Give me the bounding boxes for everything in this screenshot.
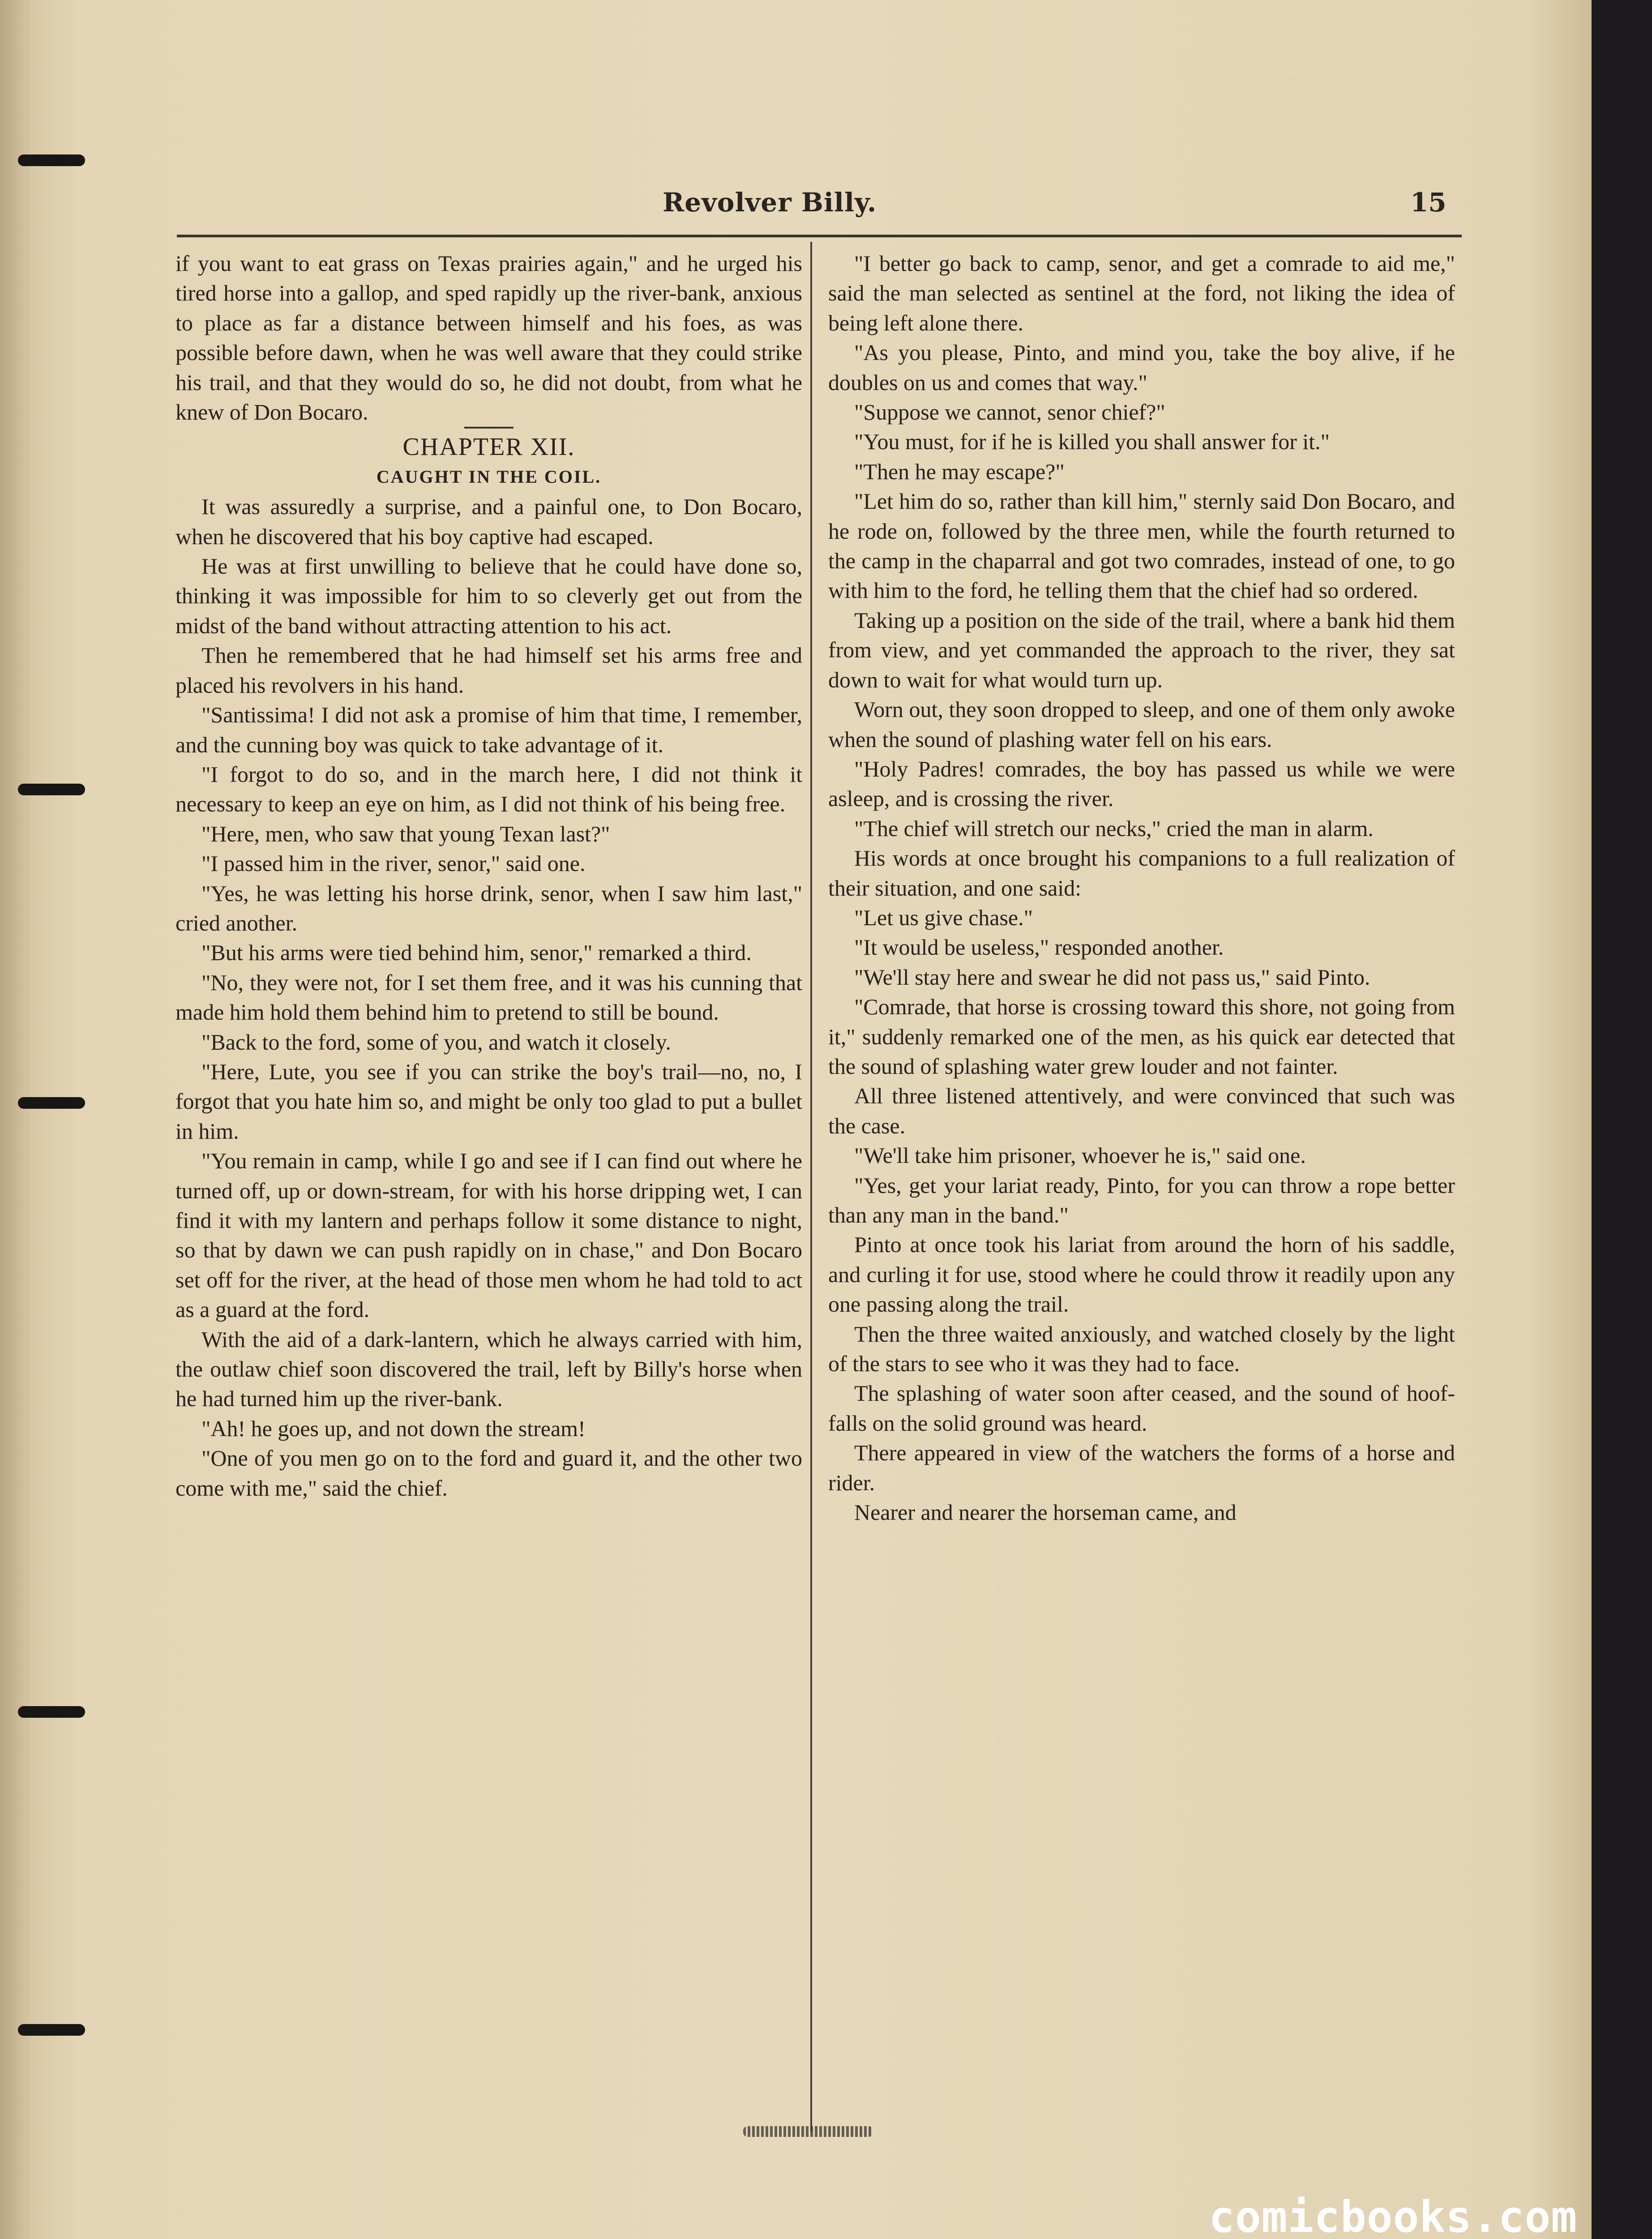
paragraph: if you want to eat grass on Texas prairies again," and he urged his tired horse into a gallop, and sped rapidly up the river-bank, anxious to place as far a distance between himself and his foes, as was possible before dawn, when he was well aware that they could strike his trail, and that they would do so, he did not doubt, from what he knew of Don Bocaro. [175, 251, 802, 425]
binding-stitch [18, 154, 85, 166]
paragraph: "I passed him in the river, senor," said one. [201, 851, 586, 876]
paragraph: "Suppose we cannot, senor chief?" [854, 399, 1165, 425]
paragraph: "You remain in camp, while I go and see if I can find out where he turned off, up or down-stream, for with his horse dripping wet, I can find it with my lantern and perhaps follow it some distance to night, so that by dawn we can push rapidly on in chase," and Don Bocaro set off for the river, at the head of those men whom he had told to act as a guard at the ford. [175, 1148, 802, 1322]
paragraph: His words at once brought his companions to a full realization of their situation, and one said: [828, 845, 1455, 901]
paragraph: Taking up a position on the side of the trail, where a bank hid them from view, and yet commanded the approach to the river, they sat down to wait for what would turn up. [828, 607, 1455, 692]
binding-stitch [18, 1706, 85, 1718]
paragraph: "Then he may escape?" [854, 459, 1065, 484]
background-edge [1592, 0, 1652, 2239]
paragraph: "No, they were not, for I set them free, and it was his cunning that made him hold them behind him to pretend to still be bound. [175, 969, 802, 1025]
paragraph: "One of you men go on to the ford and guard it, and the other two come with me," said the chief. [175, 1445, 802, 1501]
paragraph: "Yes, get your lariat ready, Pinto, for you can throw a rope better than any man in the band." [828, 1172, 1455, 1227]
watermark-text: comicbooks.com [1209, 2192, 1578, 2239]
paragraph: "I better go back to camp, senor, and get a comrade to aid me," said the man selected as sentinel at the ford, not liking the idea of being left alone there. [828, 251, 1455, 335]
left-column [175, 249, 802, 2129]
paragraph: Nearer and nearer the horseman came, and [854, 1500, 1237, 1525]
paragraph: "Yes, he was letting his horse drink, senor, when I saw him last," cried another. [175, 880, 802, 935]
paragraph: "Let us give chase." [854, 905, 1033, 930]
paragraph: Then he remembered that he had himself set his arms free and placed his revolvers in his hand. [175, 643, 802, 698]
header-rule [177, 235, 1462, 237]
paragraph: With the aid of a dark-lantern, which he always carried with him, the outlaw chief soon discovered the trail, left by Billy's horse when he had turned him up the river-bank. [175, 1326, 802, 1411]
paragraph: The splashing of water soon after ceased, and the sound of hoof-falls on the solid ground was heard. [828, 1381, 1455, 1436]
page-number: 15 [1410, 187, 1447, 218]
paragraph: "Back to the ford, some of you, and watch it closely. [201, 1029, 671, 1055]
paragraph: It was assuredly a surprise, and a painful one, to Don Bocaro, when he discovered that his boy captive had escaped. [175, 494, 802, 549]
paragraph: "It would be useless," responded another. [854, 935, 1224, 960]
footer-ornament [743, 2126, 873, 2137]
paragraph: "Ah! he goes up, and not down the stream! [201, 1415, 586, 1441]
paragraph: "The chief will stretch our necks," cried the man in alarm. [854, 815, 1374, 841]
paragraph: "Comrade, that horse is crossing toward this shore, not going from it," suddenly remarked one of the men, as his quick ear detected that the sound of splashing water grew louder and not fainter. [828, 994, 1455, 1079]
paragraph: "You must, for if he is killed you shall answer for it." [854, 429, 1330, 455]
running-title: Revolver Billy. [663, 187, 877, 218]
chapter-subtitle: CAUGHT IN THE COIL. [376, 466, 602, 487]
paragraph: Pinto at once took his lariat from around the horn of his saddle, and curling it for use, stood where he could throw it readily upon any one passing along the trail. [828, 1232, 1455, 1317]
chapter-title: CHAPTER XII. [402, 433, 575, 461]
paragraph: "Holy Padres! comrades, the boy has passed us while we were asleep, and is crossing the river. [828, 756, 1455, 811]
paragraph: "Santissima! I did not ask a promise of him that time, I remember, and the cunning boy was quick to take advantage of it. [175, 702, 802, 757]
paragraph: "Here, men, who saw that young Texan last?" [201, 821, 610, 846]
paragraph: "We'll take him prisoner, whoever he is," said one. [854, 1143, 1306, 1168]
paragraph: "But his arms were tied behind him, senor," remarked a third. [201, 940, 752, 965]
paragraph: All three listened attentively, and were convinced that such was the case. [828, 1083, 1455, 1138]
paragraph: "Let him do so, rather than kill him," sternly said Don Bocaro, and he rode on, followed by the three men, while the fourth returned to the camp in the chaparral and got two comrades, instead of one, to go with him to the ford, he telling them that the chief had so ordered. [828, 489, 1455, 603]
binding-stitch [18, 2024, 85, 2036]
column-divider [810, 242, 812, 2132]
binding-stitch [18, 784, 85, 795]
paragraph: Then the three waited anxiously, and watched closely by the light of the stars to see who it was they had to face. [828, 1321, 1455, 1377]
right-column [828, 249, 1455, 2129]
chapter-rule [464, 427, 514, 429]
paragraph: "We'll stay here and swear he did not pass us," said Pinto. [854, 964, 1370, 990]
paragraph: He was at first unwilling to believe that he could have done so, thinking it was impossible for him to so cleverly get out from the midst of the band without attracting attention to his act. [175, 553, 802, 638]
paragraph: There appeared in view of the watchers the forms of a horse and rider. [828, 1440, 1455, 1495]
paragraph: "I forgot to do so, and in the march here, I did not think it necessary to keep an eye on him, as I did not think of his being free. [175, 761, 802, 817]
binding-stitch [18, 1097, 85, 1109]
paragraph: Worn out, they soon dropped to sleep, and one of them only awoke when the sound of plashing water fell on his ears. [828, 697, 1455, 752]
paragraph: "Here, Lute, you see if you can strike the boy's trail—no, no, I forgot that you hate him so, and might be only too glad to put a bullet in him. [175, 1059, 802, 1144]
paragraph: "As you please, Pinto, and mind you, take the boy alive, if he doubles on us and comes that way." [828, 340, 1455, 395]
